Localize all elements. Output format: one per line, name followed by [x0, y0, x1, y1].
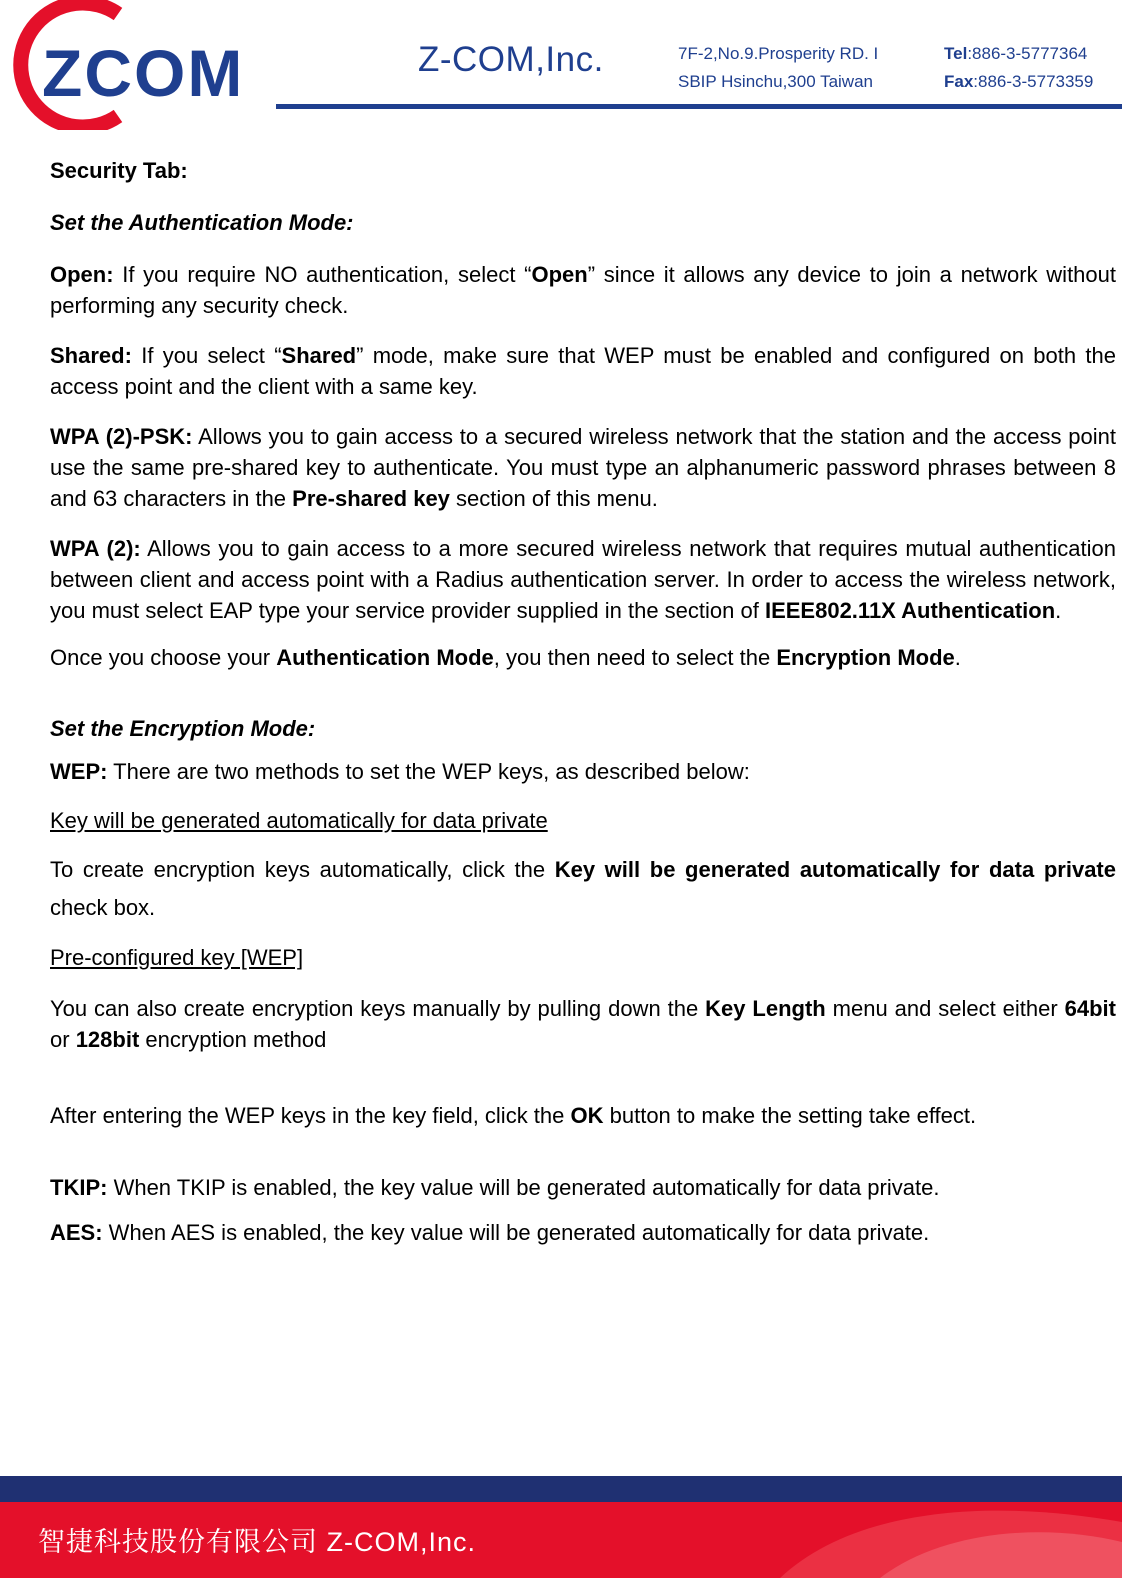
after-bold: OK	[570, 1103, 604, 1128]
shared-text-1: If you select “	[131, 343, 282, 368]
tel-label: Tel	[944, 44, 968, 63]
section-title: Security Tab:	[50, 158, 188, 183]
footer-navy-band	[0, 1476, 1122, 1502]
address-line-2: SBIP Hsinchu,300 Taiwan	[678, 72, 873, 91]
pre-text-4: encryption method	[139, 1027, 327, 1052]
pre-bold-1: Key Length	[705, 996, 826, 1021]
auto-key-paragraph	[50, 851, 1116, 927]
wpa2-label: WPA (2):	[50, 536, 141, 561]
preconfigured-key-paragraph	[50, 993, 1116, 1055]
auto-text-2: check box.	[50, 895, 156, 920]
fax-value: :886-3-5773359	[973, 72, 1094, 91]
wpa2-paragraph	[50, 533, 1116, 626]
wpa2-text-2: .	[1055, 598, 1062, 623]
once-paragraph	[50, 642, 1116, 673]
wpa-psk-text-2: section of this menu.	[449, 486, 658, 511]
pre-bold-2: 64bit	[1064, 996, 1116, 1021]
preconfigured-key-heading: Pre-configured key [WEP]	[50, 945, 304, 970]
once-text-1: Once you choose your	[50, 645, 277, 670]
document-body	[50, 150, 1116, 1248]
once-text-2: , you then need to select the	[493, 645, 777, 670]
wpa2-text-1: Allows you to gain access to a more secured wireless network that requires mutual authentication between client and access point with a Radius authentication server. In order to access the wireless network, you must select EAP type your service provider supplied in the section of	[50, 536, 1116, 623]
wpa-psk-paragraph	[50, 421, 1116, 514]
footer-red-band	[0, 1502, 1122, 1578]
tkip-paragraph	[50, 1172, 1116, 1203]
page-footer	[0, 1476, 1122, 1578]
tel-value: :886-3-5777364	[967, 44, 1088, 63]
shared-label: Shared:	[50, 343, 132, 368]
encryption-mode-heading: Set the Encryption Mode:	[50, 716, 316, 741]
address-line-1: 7F-2,No.9.Prosperity RD. I	[678, 44, 879, 63]
after-text-1: After entering the WEP keys in the key field, click the	[50, 1103, 571, 1128]
zcom-logo	[0, 0, 280, 130]
wpa-psk-bold: Pre-shared key	[292, 486, 450, 511]
pre-text-3: or	[50, 1027, 76, 1052]
company-name: Z-COM,Inc.	[418, 40, 604, 79]
tkip-text-1: When TKIP is enabled, the key value will be generated automatically for data private.	[107, 1175, 940, 1200]
auto-bold: Key will be generated automatically for data private	[554, 857, 1116, 882]
after-text-2: button to make the setting take effect.	[603, 1103, 977, 1128]
open-text-1: If you require NO authentication, select “	[113, 262, 532, 287]
once-bold-1: Authentication Mode	[276, 645, 494, 670]
wep-paragraph	[50, 756, 1116, 787]
once-text-3: .	[954, 645, 961, 670]
contact-info	[944, 40, 1093, 96]
company-address	[678, 40, 878, 96]
wpa-psk-text-1: Allows you to gain access to a secured wireless network that the station and the access point use the same pre-shared key to authenticate. You must type an alphanumeric password phrases between 8 and 63 characters in the	[50, 424, 1116, 511]
wep-label: WEP:	[50, 759, 108, 784]
pre-text-2: menu and select either	[825, 996, 1065, 1021]
auto-key-heading: Key will be generated automatically for data private	[50, 808, 548, 833]
after-paragraph	[50, 1100, 1116, 1131]
open-label: Open:	[50, 262, 114, 287]
aes-text-1: When AES is enabled, the key value will be generated automatically for data private.	[102, 1220, 930, 1245]
wep-text-1: There are two methods to set the WEP keys, as described below:	[107, 759, 750, 784]
wpa2-bold: IEEE802.11X Authentication	[764, 598, 1056, 623]
pre-text-1: You can also create encryption keys manually by pulling down the	[50, 996, 706, 1021]
open-bold: Open	[531, 262, 588, 287]
once-bold-2: Encryption Mode	[776, 645, 955, 670]
auth-mode-heading: Set the Authentication Mode:	[50, 210, 354, 235]
fax-label: Fax	[944, 72, 974, 91]
open-paragraph	[50, 259, 1116, 321]
page-header	[0, 0, 1122, 135]
shared-bold: Shared	[281, 343, 357, 368]
auto-text-1: To create encryption keys automatically, click the	[50, 857, 555, 882]
shared-text-2: ” mode, make sure that WEP must be enabled and configured on both the access point and the client with a same key.	[50, 343, 1116, 399]
wpa-psk-label: WPA (2)-PSK:	[50, 424, 193, 449]
aes-label: AES:	[50, 1220, 103, 1245]
header-divider	[276, 104, 1122, 109]
tkip-label: TKIP:	[50, 1175, 108, 1200]
svg-text:ZCOM: ZCOM	[42, 36, 245, 110]
pre-bold-3: 128bit	[75, 1027, 140, 1052]
aes-paragraph	[50, 1217, 1116, 1248]
footer-company-text: 智捷科技股份有限公司 Z-COM,Inc.	[38, 1527, 476, 1557]
shared-paragraph	[50, 340, 1116, 402]
open-text-2: ” since it allows any device to join a network without performing any security check.	[50, 262, 1116, 318]
